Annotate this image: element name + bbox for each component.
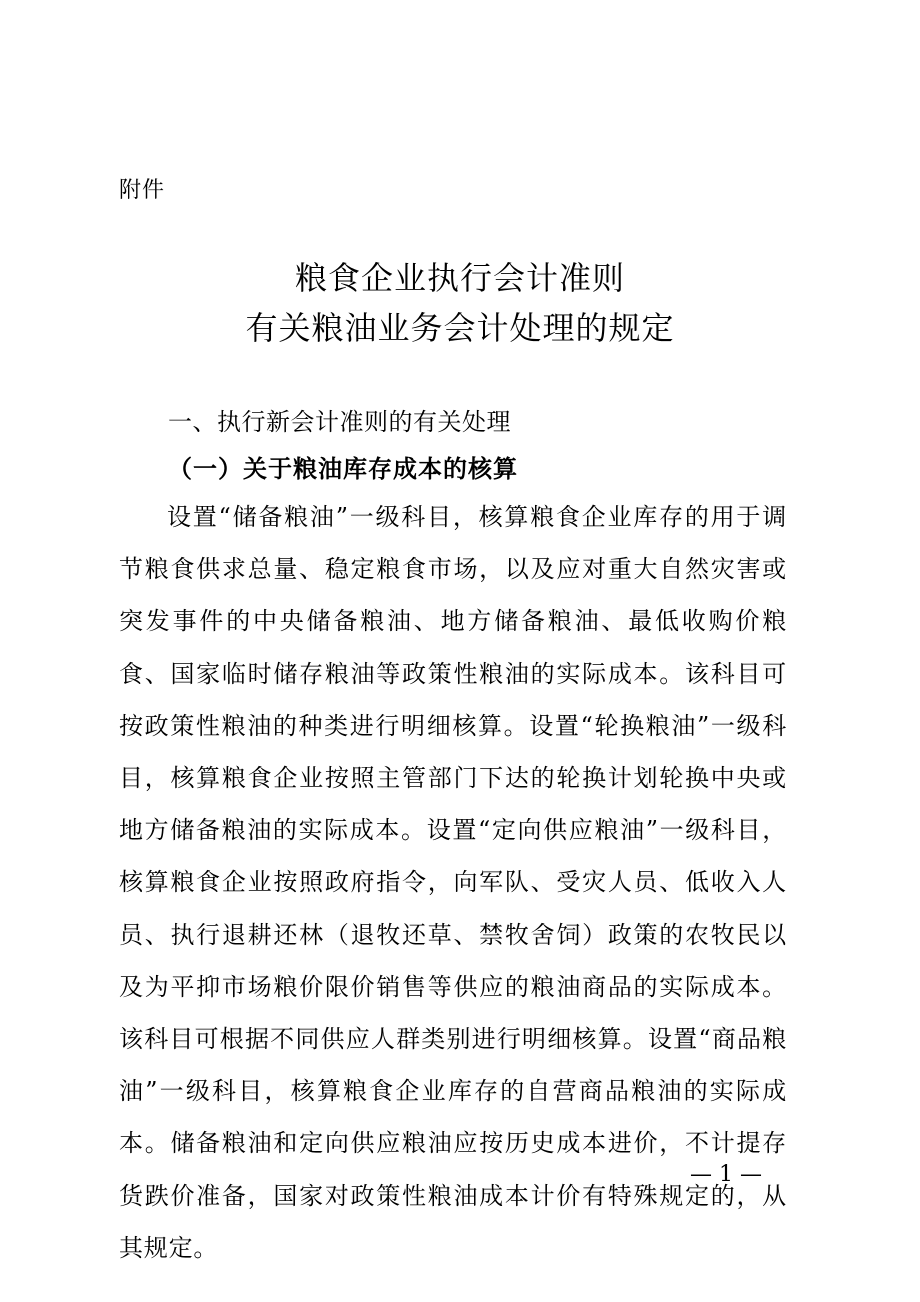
subsection-heading: （一）关于粮油库存成本的核算 bbox=[168, 454, 518, 483]
attachment-label: 附件 bbox=[119, 178, 166, 203]
document-title-line-2: 有关粮油业务会计处理的规定 bbox=[245, 309, 675, 347]
body-paragraph: 设置“储备粮油”一级科目，核算粮食企业库存的用于调节粮食供求总量、稳定粮食市场，以及应对重大自然灾害或突发事件的中央储备粮油、地方储备粮油、最低收购价粮食、国家临时储存粮油等政策性粮油的实际成本。该科目可按政策性粮油的种类进行明细核算。设置“轮换粮油”一级科目，核算粮食企业按照主管部门下达的轮换计划轮换中央或地方储备粮油的实际成本。设置“定向供应粮油”一级科目，核算粮食企业按照政府指令，向军队、受灾人员、低收入人员、执行退耕还林（退牧还草、禁牧舍饲）政策的农牧民以及为平抑市场粮价限价销售等供应的粮油商品的实际成本。该科目可根据不同供应人群类别进行明细核算。设置“商品粮油”一级科目，核算粮食企业库存的自营商品粮油的实际成本。储备粮油和定向供应粮油应按历史成本进价，不计提存货跌价准备，国家对政策性粮油成本计价有特殊规定的，从其规定。 bbox=[119, 503, 787, 1262]
page-number: — 1 — bbox=[690, 1162, 762, 1187]
document-title-line-1: 粮食企业执行会计准则 bbox=[294, 259, 625, 297]
section-heading: 一、执行新会计准则的有关处理 bbox=[168, 408, 511, 436]
